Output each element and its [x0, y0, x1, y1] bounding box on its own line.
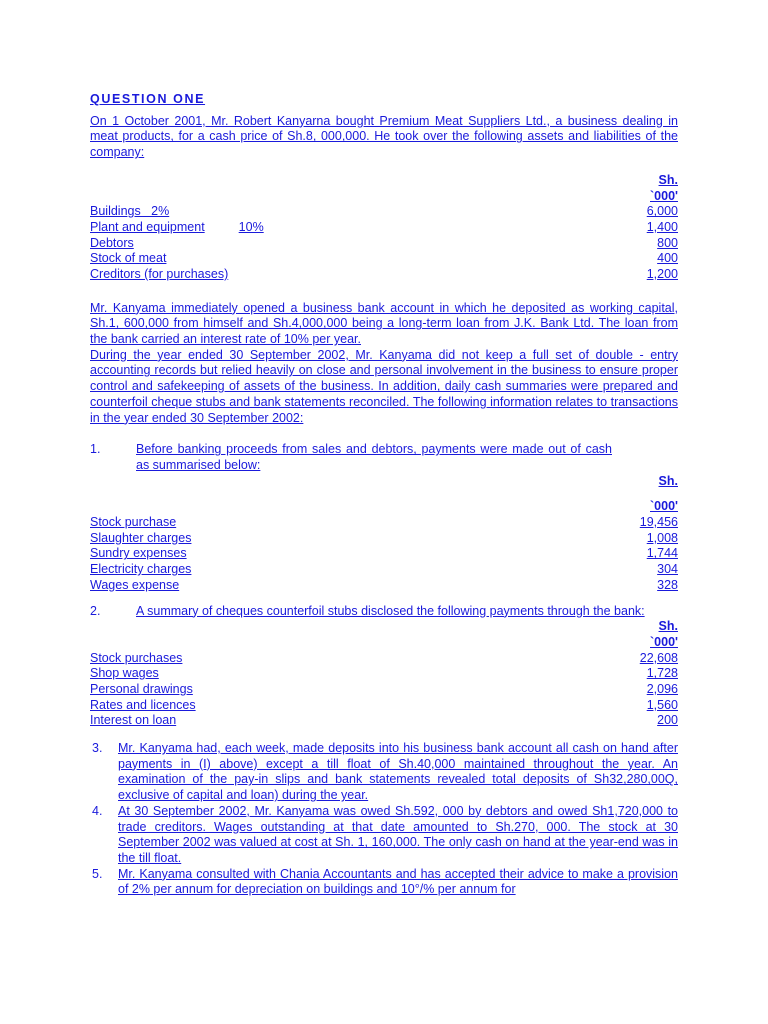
list-item — [92, 741, 678, 804]
item-text: At 30 September 2002, Mr. Kanyama was owed Sh.592, 000 by debtors and owed Sh1,720,000 to trade creditors. Wages outstanding at that date amounted to Sh.270, 000. The stock at 30 September 2002 was valued at cost at Sh. 1, 160,000. The only cash on hand at the year-end was in the till float. — [118, 803, 678, 865]
table-row — [90, 204, 678, 220]
item-number: 2. — [90, 603, 101, 618]
table-row — [90, 698, 678, 714]
row-label-group — [90, 220, 264, 236]
table-row — [90, 236, 678, 252]
intro-paragraph: On 1 October 2001, Mr. Robert Kanyarna bought Premium Meat Suppliers Ltd., a business dealing in meat products, for a cash price of Sh.8, 000,000. He took over the following assets and liabilities of the company: — [90, 113, 678, 160]
row-value: 200 — [657, 713, 678, 728]
ordered-list — [90, 741, 678, 898]
unit-header-000: `000' — [650, 499, 678, 514]
row-label-group — [90, 236, 176, 252]
row-value: 22,608 — [639, 650, 678, 665]
row-value: 1,728 — [646, 666, 678, 681]
row-pct: 10% — [238, 219, 264, 234]
table-row — [90, 666, 678, 682]
row-label: Rates and licences — [90, 697, 196, 712]
table-row — [90, 546, 678, 562]
item-1 — [90, 442, 678, 473]
item-text: Mr. Kanyama had, each week, made deposits into his business bank account all cash on hand after payments in (I) above) except a till float of Sh.40,000 maintained throughout the year. An examination of the pay-in slips and bank statements revealed total deposits of Sh32,280,00Q, exclusive of capital and loan) during the year. — [118, 741, 678, 803]
table-row — [90, 562, 678, 578]
row-label: Slaughter charges — [90, 530, 192, 545]
question-heading: QUESTION ONE — [90, 92, 206, 106]
row-value: 1,744 — [646, 546, 678, 561]
document-page — [90, 92, 678, 898]
row-value: 1,560 — [646, 697, 678, 712]
row-label: Buildings 2% — [90, 204, 170, 219]
table-row — [90, 713, 678, 729]
row-value: 19,456 — [639, 515, 678, 530]
list-item — [92, 867, 678, 898]
item-number: 5. — [92, 866, 103, 881]
unit-header-sh: Sh. — [658, 172, 678, 187]
row-label: Creditors (for purchases) — [90, 266, 229, 281]
row-value: 1,008 — [646, 530, 678, 545]
row-value: 6,000 — [646, 204, 678, 219]
row-label: Stock purchase — [90, 515, 177, 530]
row-label: Interest on loan — [90, 713, 177, 728]
unit-header-sh: Sh. — [658, 619, 678, 634]
list-item — [92, 804, 678, 867]
item-number: 4. — [92, 803, 103, 818]
item-number: 1. — [90, 442, 101, 457]
table-row — [90, 267, 678, 283]
unit-header-sh: Sh. — [658, 473, 678, 488]
row-value: 400 — [657, 251, 678, 266]
item-text: Mr. Kanyama consulted with Chania Accountants and has accepted their advice to make a provision of 2% per annum for depreciation on buildings and 10°/% per annum for — [118, 866, 678, 897]
row-label: Stock of meat — [90, 251, 167, 266]
list-item — [90, 442, 678, 473]
row-label: Plant and equipment — [90, 219, 205, 234]
row-label: Sundry expenses — [90, 546, 187, 561]
list-item — [90, 604, 678, 620]
assets-table — [90, 173, 678, 283]
table-row — [90, 515, 678, 531]
table-row — [90, 682, 678, 698]
table-row — [90, 531, 678, 547]
unit-header-000: `000' — [650, 634, 678, 649]
capital-paragraph: Mr. Kanyama immediately opened a business bank account in which he deposited as working capital, Sh.1, 600,000 from himself and Sh.4,000,000 being a long-term loan from J.K. Bank Ltd. The loan from the bank carried an interest rate of 10% per year. — [90, 300, 678, 347]
table-row — [90, 578, 678, 594]
row-value: 1,200 — [646, 266, 678, 281]
records-paragraph: During the year ended 30 September 2002, Mr. Kanyama did not keep a full set of double - entry accounting records but relied heavily on close and personal involvement in the business to ensure proper control and safekeeping of assets of the business. In addition, daily cash summaries were prepared and counterfoil cheque stubs and bank statements reconciled. The following information relates to transactions in the year ended 30 September 2002: — [90, 347, 678, 425]
row-label: Stock purchases — [90, 650, 183, 665]
table-row — [90, 251, 678, 267]
row-value: 1,400 — [646, 219, 678, 234]
item-number: 3. — [92, 741, 103, 756]
row-label: Personal drawings — [90, 682, 193, 697]
row-label: Debtors — [90, 235, 134, 250]
table-row — [90, 651, 678, 667]
table-row — [90, 220, 678, 236]
item-text: Before banking proceeds from sales and debtors, payments were made out of cash as summarised below: — [136, 442, 612, 472]
row-value: 304 — [657, 562, 678, 577]
item-2 — [90, 604, 678, 620]
unit-header-000: `000' — [650, 188, 678, 203]
row-value: 328 — [657, 577, 678, 592]
row-value: 2,096 — [646, 682, 678, 697]
row-value: 800 — [657, 235, 678, 250]
item-text: A summary of cheques counterfoil stubs disclosed the following payments through the bank: — [136, 603, 645, 618]
row-label: Electricity charges — [90, 562, 192, 577]
bank-payments-table — [90, 619, 678, 729]
row-label: Wages expense — [90, 577, 180, 592]
row-label: Shop wages — [90, 666, 159, 681]
cash-payments-table — [90, 474, 678, 594]
